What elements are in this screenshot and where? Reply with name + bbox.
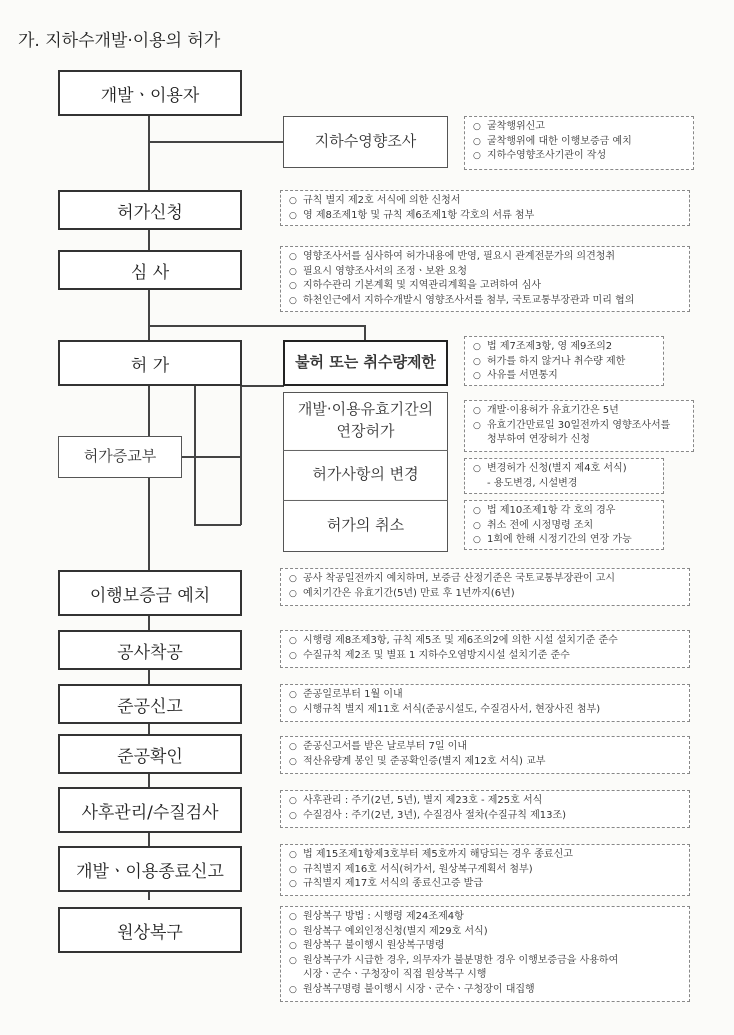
step-review-label: 심 사 [130, 262, 170, 283]
note-item: ○ 적산유량계 봉인 및 준공확인증(별지 제12호 서식) 교부 [289, 755, 681, 770]
note-review [280, 246, 690, 312]
side-extend-label: 개발·이용유효기간의 연장허가 [297, 400, 434, 440]
step-complete-check [58, 734, 242, 774]
step-aftercare [58, 787, 242, 833]
note-item: ○ 굴착행위신고 [473, 120, 685, 135]
note-end-report [280, 844, 690, 896]
step-end-report [58, 846, 242, 892]
page-title: 가. 지하수개발·이용의 허가 [18, 31, 221, 51]
note-item: ○ 개발·이용허가 유효기간은 5년 [473, 404, 685, 419]
note-deposit [280, 568, 690, 606]
note-item: ○ 원상복구명령 불이행시 시장ㆍ군수ㆍ구청장이 대집행 [289, 983, 681, 998]
step-deposit [58, 570, 242, 616]
step-complete-report [58, 684, 242, 724]
note-complete-check [280, 736, 690, 774]
note-item: ○ 지하수영향조사기관이 작성 [473, 149, 685, 164]
note-construct [280, 630, 690, 668]
note-item: - 용도변경, 시설변경 [487, 477, 578, 489]
permit-group-vertical [240, 385, 242, 525]
note-item: ○ 원상복구가 시급한 경우, 의무자가 불분명한 경우 이행보증금을 사용하여 [289, 954, 681, 969]
note-item: ○ 규칙 별지 제2호 서식에 의한 신청서 [289, 194, 681, 209]
note-item: ○ 법 제10조제1항 각 호의 경우 [473, 504, 655, 519]
side-deny [283, 340, 448, 386]
step-cert-label: 허가증교부 [83, 447, 157, 466]
permit-group-return [194, 524, 241, 526]
permit-branch-horizontal [150, 325, 365, 327]
step-user-label: 개발ㆍ이용자 [100, 85, 200, 106]
note-aftercare [280, 790, 690, 828]
side-deny-label: 불허 또는 취수량제한 [295, 353, 436, 372]
side-impact [283, 116, 448, 168]
step-deposit-label: 이행보증금 예치 [89, 585, 211, 606]
note-item: ○ 영 제8조제1항 및 규칙 제6조제1항 각호의 서류 첨부 [289, 209, 681, 224]
step-apply-label: 허가신청 [117, 202, 183, 223]
note-extend [464, 400, 694, 452]
note-item: ○ 유효기간만료일 30일전까지 영향조사서를 [473, 419, 685, 434]
step-construct-label: 공사착공 [117, 642, 183, 663]
impact-connector [150, 141, 283, 143]
step-construct [58, 630, 242, 670]
note-item: ○ 사유를 서면통지 [473, 369, 655, 384]
step-user [58, 70, 242, 116]
step-apply [58, 190, 242, 230]
step-complete-check-label: 준공확인 [117, 746, 183, 767]
note-item: 시장ㆍ군수ㆍ구청장이 직접 원상복구 시행 [303, 969, 487, 980]
permit-return-vertical [194, 385, 196, 525]
note-item: ○ 공사 착공일전까지 예치하며, 보증금 산정기준은 국토교통부장관이 고시 [289, 572, 681, 587]
note-item: ○ 시행규칙 별지 제11호 서식(준공시설도, 수질검사서, 현장사진 첨부) [289, 703, 681, 718]
note-item: ○ 원상복구 예외인정신청(별지 제29호 서식) [289, 925, 681, 940]
note-item: ○ 수질검사 : 주기(2년, 3년), 수질검사 절차(수질규칙 제13조) [289, 809, 681, 824]
step-review [58, 250, 242, 290]
note-item: ○ 시행령 제8조제3항, 규칙 제5조 및 제6조의2에 의한 시설 설치기준 준수 [289, 634, 681, 649]
note-item: ○ 지하수관리 기본계획 및 지역관리계획을 고려하여 심사 [289, 279, 681, 294]
side-change [284, 451, 447, 499]
note-restore [280, 906, 690, 1002]
note-item: ○ 허가를 하지 않거나 취수량 제한 [473, 355, 655, 370]
permit-group-connector [240, 385, 284, 387]
note-item: ○ 원상복구 방법 : 시행령 제24조제4항 [289, 910, 681, 925]
side-impact-label: 지하수영향조사 [314, 132, 417, 151]
note-item: ○ 1회에 한해 시정기간의 연장 가능 [473, 533, 655, 548]
step-complete-report-label: 준공신고 [117, 696, 183, 717]
note-item: ○ 굴착행위에 대한 이행보증금 예치 [473, 135, 685, 150]
note-deny [464, 336, 664, 386]
note-cancel [464, 500, 664, 550]
note-item: ○ 원상복구 불이행시 원상복구명령 [289, 939, 681, 954]
note-complete-report [280, 684, 690, 722]
cert-connector [182, 456, 240, 458]
side-change-label: 허가사항의 변경 [312, 465, 419, 484]
note-item: ○ 규칙별지 제16호 서식(허가서, 원상복구계획서 첨부) [289, 863, 681, 878]
step-end-report-label: 개발ㆍ이용종료신고 [76, 861, 224, 882]
step-restore [58, 907, 242, 953]
note-item: ○ 취소 전에 시정명령 조치 [473, 519, 655, 534]
note-item: ○ 규칙별지 제17호 서식의 종료신고증 발급 [289, 877, 681, 892]
step-permit-label: 허 가 [130, 355, 170, 376]
note-item: ○ 하천인근에서 지하수개발시 영향조사서를 첨부, 국토교통부장관과 미리 협의 [289, 294, 681, 309]
note-item: ○ 법 제7조제3항, 영 제9조의2 [473, 340, 655, 355]
note-item: ○ 사후관리 : 주기(2년, 5년), 별지 제23호 - 제25호 서식 [289, 794, 681, 809]
step-cert [58, 436, 182, 478]
step-permit [58, 340, 242, 386]
step-aftercare-label: 사후관리/수질검사 [81, 802, 219, 823]
step-restore-label: 원상복구 [117, 922, 183, 943]
note-item: ○ 수질규칙 제2조 및 별표 1 지하수오염방지시설 설치기준 준수 [289, 649, 681, 664]
note-item: ○ 변경허가 신청(별지 제4호 서식) [473, 462, 655, 477]
note-item: ○ 영향조사서를 심사하여 허가내용에 반영, 필요시 관계전문가의 의견청취 [289, 250, 681, 265]
deny-connector [364, 325, 366, 340]
note-item: ○ 법 제15조제1항제3호부터 제5호까지 해당되는 경우 종료신고 [289, 848, 681, 863]
note-item: ○ 준공신고서를 받은 날로부터 7일 이내 [289, 740, 681, 755]
note-item: ○ 필요시 영향조사서의 조정ㆍ보완 요청 [289, 265, 681, 280]
note-item: 청부하여 연장허가 신청 [487, 434, 590, 445]
side-cancel-label: 허가의 취소 [326, 516, 405, 535]
note-change [464, 458, 664, 494]
side-extend [284, 393, 447, 449]
note-apply [280, 190, 690, 226]
side-cancel [284, 501, 447, 551]
note-item: ○ 예치기간은 유효기간(5년) 만료 후 1년까지(6년) [289, 587, 681, 602]
note-impact [464, 116, 694, 170]
note-item: ○ 준공일로부터 1월 이내 [289, 688, 681, 703]
